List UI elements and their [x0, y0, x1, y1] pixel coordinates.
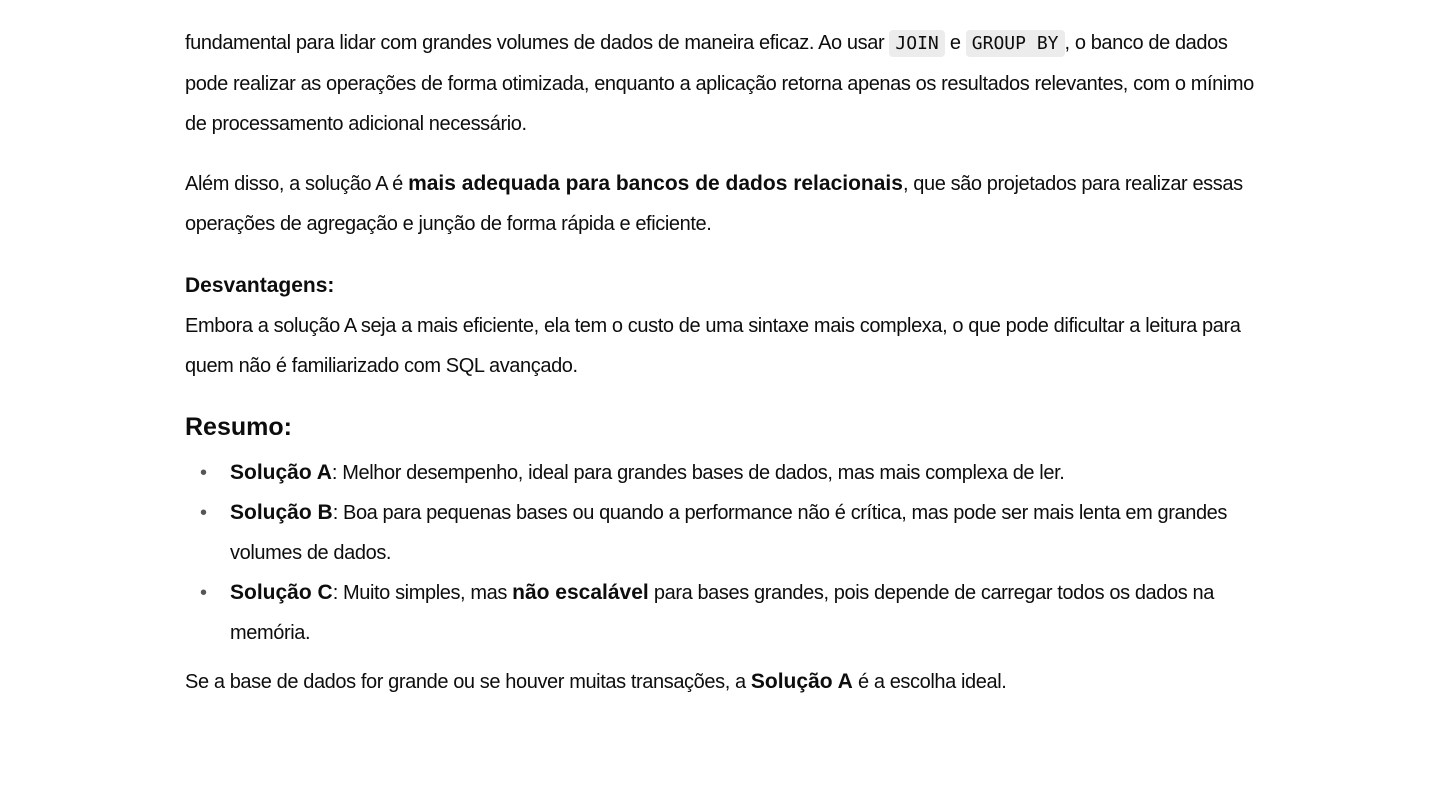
paragraph-relational: [185, 164, 1275, 244]
inline-code-group-by: GROUP BY: [966, 30, 1065, 57]
list-item: [185, 493, 1275, 573]
bullet-icon: •: [200, 502, 207, 524]
bold-text: Solução A: [750, 670, 853, 693]
list-item-text: para bases grandes, pois depende de carregar todos os dados na memória.: [230, 582, 1214, 644]
summary-list: [185, 453, 1275, 653]
paragraph-disadvantages: Embora a solução A seja a mais eficiente, ela tem o custo de uma sintaxe mais complexa, o que pode dificultar a leitura para quem não é familiarizado com SQL avançado.: [185, 315, 1241, 377]
paragraph-text: fundamental para lidar com grandes volumes de dados de maneira eficaz. Ao usar: [185, 32, 890, 54]
paragraph-text: , que são projetados para realizar essas operações de agregação e junção de forma rápida e eficiente.: [185, 173, 1243, 235]
list-item-label: Solução B: [230, 501, 333, 524]
paragraph-text: Além disso, a solução A é: [185, 173, 409, 195]
inline-code-join: JOIN: [889, 30, 944, 57]
list-item-text: : Muito simples, mas: [332, 582, 513, 604]
bold-text: não escalável: [512, 581, 649, 604]
bullet-icon: •: [200, 462, 207, 484]
paragraph-text: Se a base de dados for grande ou se houver muitas transações, a: [185, 671, 751, 693]
list-item: [185, 573, 1275, 653]
list-item-label: Solução A: [230, 461, 332, 484]
heading-summary: Resumo:: [185, 413, 292, 441]
list-item: [185, 453, 1275, 493]
bullet-icon: •: [200, 582, 207, 604]
paragraph-text: é a escolha ideal.: [852, 671, 1007, 693]
heading-disadvantages: Desvantagens:: [185, 274, 335, 297]
paragraph-conclusion: [185, 662, 1006, 702]
paragraph-text: , o banco de dados pode realizar as operações de forma otimizada, enquanto a aplicação retorna apenas os resultados relevantes, com o mínimo de processamento adicional necessário.: [185, 32, 1254, 135]
bold-text: mais adequada para bancos de dados relacionais: [408, 172, 903, 195]
paragraph-text: e: [944, 32, 966, 54]
paragraph-join-groupby: [185, 23, 1275, 144]
list-item-text: : Melhor desempenho, ideal para grandes bases de dados, mas mais complexa de ler.: [331, 462, 1065, 484]
list-item-label: Solução C: [230, 581, 333, 604]
list-item-text: : Boa para pequenas bases ou quando a performance não é crítica, mas pode ser mais lenta em grandes volumes de dados.: [230, 502, 1227, 564]
